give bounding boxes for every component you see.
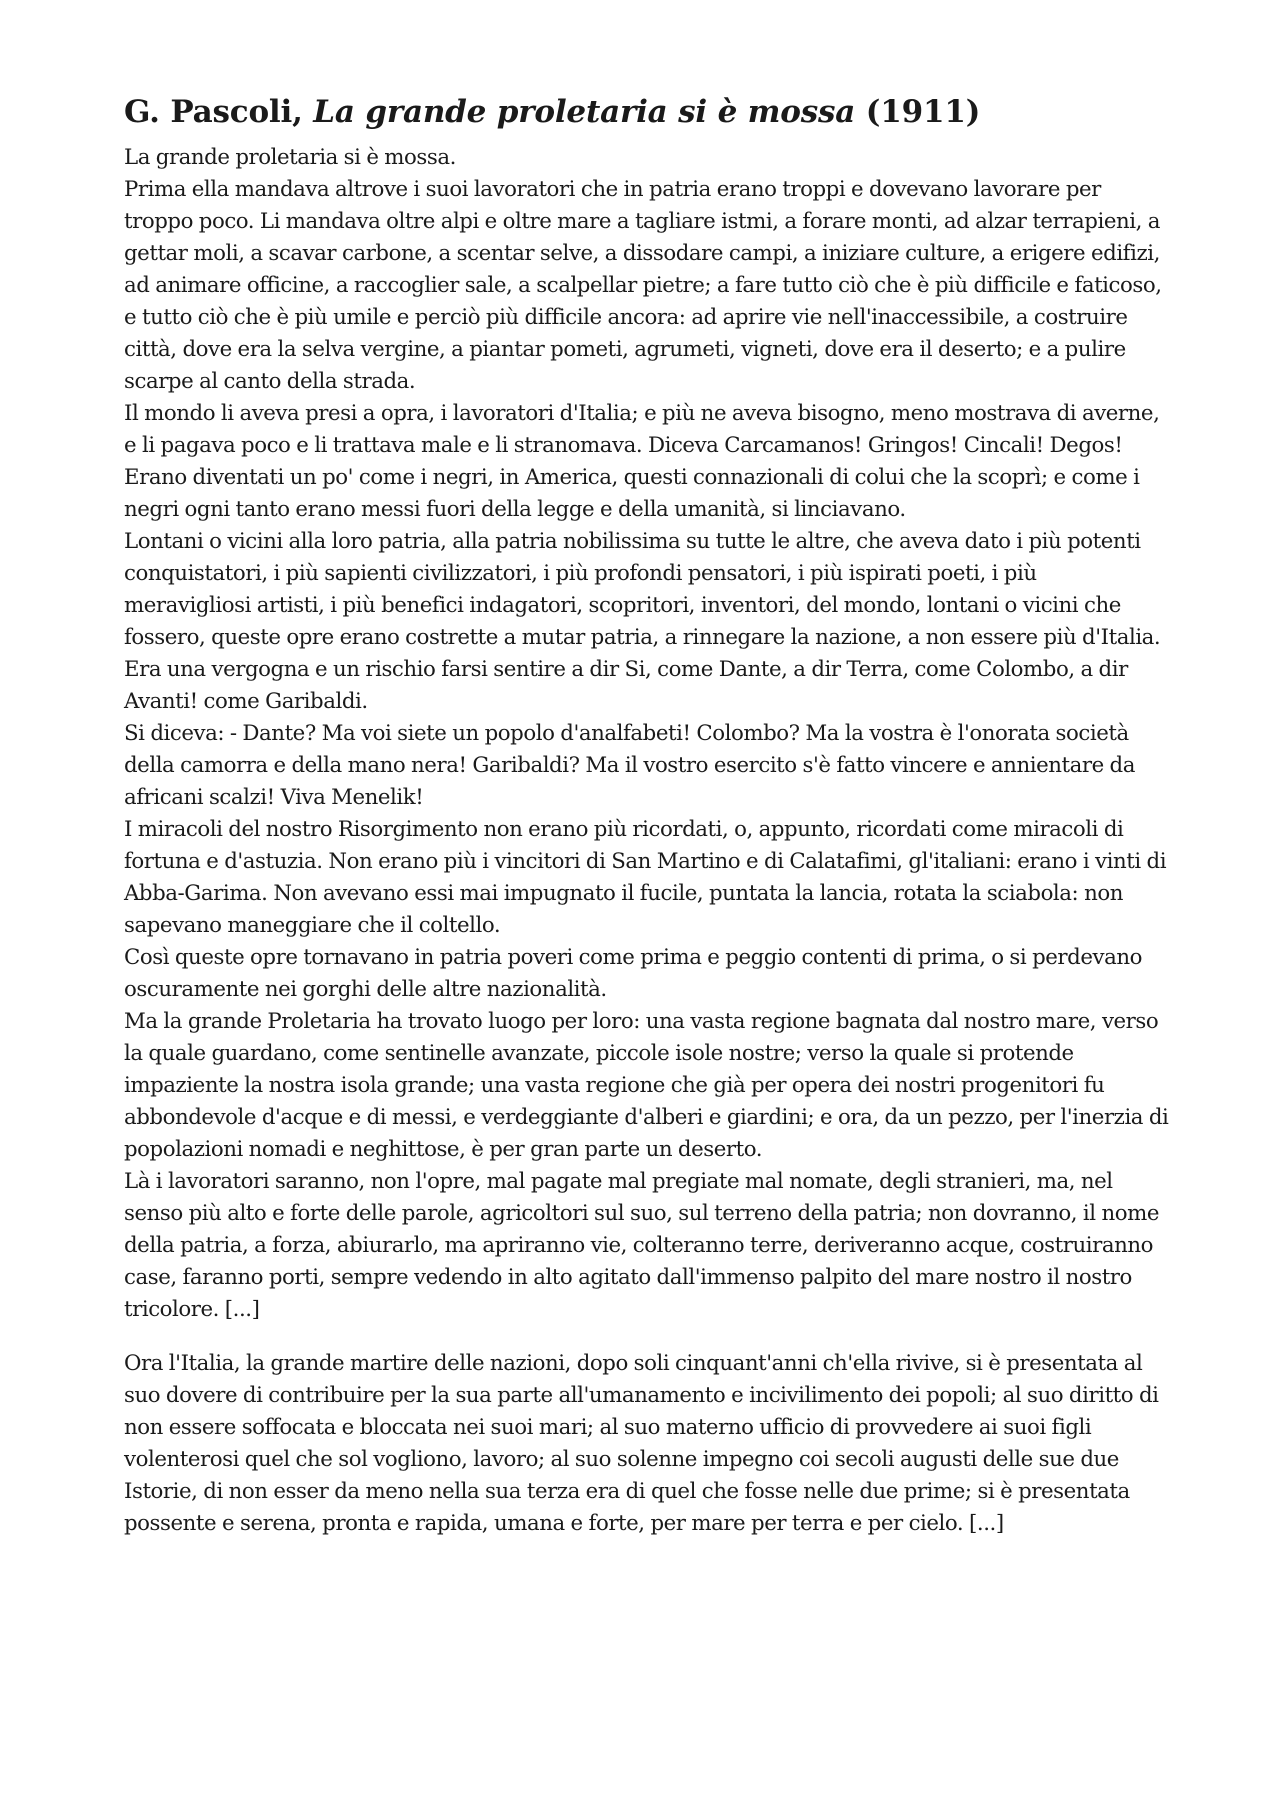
- document-title: [124, 92, 1169, 132]
- title-year: (1911): [865, 94, 981, 130]
- paragraph: Ora l'Italia, la grande martire delle nazioni, dopo soli cinquant'anni ch'ella rivive, si è presentata al suo dovere di contribuire per la sua parte all'umanamento e incivilimento dei popoli; al suo diritto di non essere soffocata e bloccata nei suoi mari; al suo materno ufficio di provvedere ai suoi figli volenterosi quel che sol vogliono, lavoro; al suo solenne impegno coi secoli augusti delle sue due Istorie, di non esser da meno nella sua terza era di quel che fosse nelle due prime; si è presentata possente e serena, pronta e rapida, umana e forte, per mare per terra e per cielo. [...]: [124, 1351, 1159, 1536]
- paragraph: Ma la grande Proletaria ha trovato luogo per loro: una vasta regione bagnata dal nostro mare, verso la quale guardano, come sentinelle avanzate, piccole isole nostre; verso la quale si protende impaziente la nostra isola grande; una vasta regione che già per opera dei nostri progenitori fu abbondevole d'acque e di messi, e verdeggiante d'alberi e giardini; e ora, da un pezzo, per l'inerzia di popolazioni nomadi e neghittose, è per gran parte un deserto.: [124, 1009, 1169, 1162]
- paragraph: Erano diventati un po' come i negri, in America, questi connazionali di colui che la scoprì; e come i negri ogni tanto erano messi fuori della legge e della umanità, si linciavano.: [124, 465, 1140, 522]
- paragraph: I miracoli del nostro Risorgimento non erano più ricordati, o, appunto, ricordati come miracoli di fortuna e d'astuzia. Non erano più i vincitori di San Martino e di Calatafimi, gl'italiani: erano i vinti di Abba-Garima. Non avevano essi mai impugnato il fucile, puntata la lancia, rotata la sciabola: non sapevano maneggiare che il coltello.: [124, 817, 1167, 938]
- paragraph: Così queste opre tornavano in patria poveri come prima e peggio contenti di prima, o si perdevano oscuramente nei gorghi delle altre nazionalità.: [124, 945, 1142, 1002]
- paragraph: Il mondo li aveva presi a opra, i lavoratori d'Italia; e più ne aveva bisogno, meno mostrava di averne, e li pagava poco e li trattava male e li stranomava. Diceva Carcamanos! Gringos! Cincali! Degos!: [124, 401, 1160, 458]
- paragraph: La grande proletaria si è mossa.: [124, 145, 456, 170]
- paragraph: Prima ella mandava altrove i suoi lavoratori che in patria erano troppi e dovevano lavorare per troppo poco. Li mandava oltre alpi e oltre mare a tagliare istmi, a forare monti, ad alzar terrapieni, a gettar moli, a scavar carbone, a scentar selve, a dissodare campi, a iniziare culture, a erigere edifizi, ad animare officine, a raccoglier sale, a scalpellar pietre; a fare tutto ciò che è più difficile e faticoso, e tutto ciò che è più umile e perciò più difficile ancora: ad aprire vie nell'inaccessibile, a costruire città, dove era la selva vergine, a piantar pometi, agrumeti, vigneti, dove era il deserto; e a pulire scarpe al canto della strada.: [124, 177, 1162, 394]
- document-page: [124, 92, 1169, 1540]
- paragraph: Si diceva: - Dante? Ma voi siete un popolo d'analfabeti! Colombo? Ma la vostra è l'onorata società della camorra e della mano nera! Garibaldi? Ma il vostro esercito s'è fatto vincere e annientare da africani scalzi! Viva Menelik!: [124, 721, 1135, 810]
- title-work: La grande proletaria si è mossa: [313, 94, 856, 130]
- title-author: G. Pascoli,: [124, 94, 303, 130]
- paragraph: Lontani o vicini alla loro patria, alla patria nobilissima su tutte le altre, che aveva dato i più potenti conquistatori, i più sapienti civilizzatori, i più profondi pensatori, i più ispirati poeti, i più meravigliosi artisti, i più benefici indagatori, scopritori, inventori, del mondo, lontani o vicini che fossero, queste opre erano costrette a mutar patria, a rinnegare la nazione, a non essere più d'Italia.: [124, 529, 1161, 650]
- paragraph: Là i lavoratori saranno, non l'opre, mal pagate mal pregiate mal nomate, degli stranieri, ma, nel senso più alto e forte delle parole, agricoltori sul suo, sul terreno della patria; non dovranno, il nome della patria, a forza, abiurarlo, ma apriranno vie, colteranno terre, deriveranno acque, costruiranno case, faranno porti, sempre vedendo in alto agitato dall'immenso palpito del mare nostro il nostro tricolore. [...]: [124, 1169, 1159, 1322]
- paragraph: Era una vergogna e un rischio farsi sentire a dir Si, come Dante, a dir Terra, come Colombo, a dir Avanti! come Garibaldi.: [124, 657, 1128, 714]
